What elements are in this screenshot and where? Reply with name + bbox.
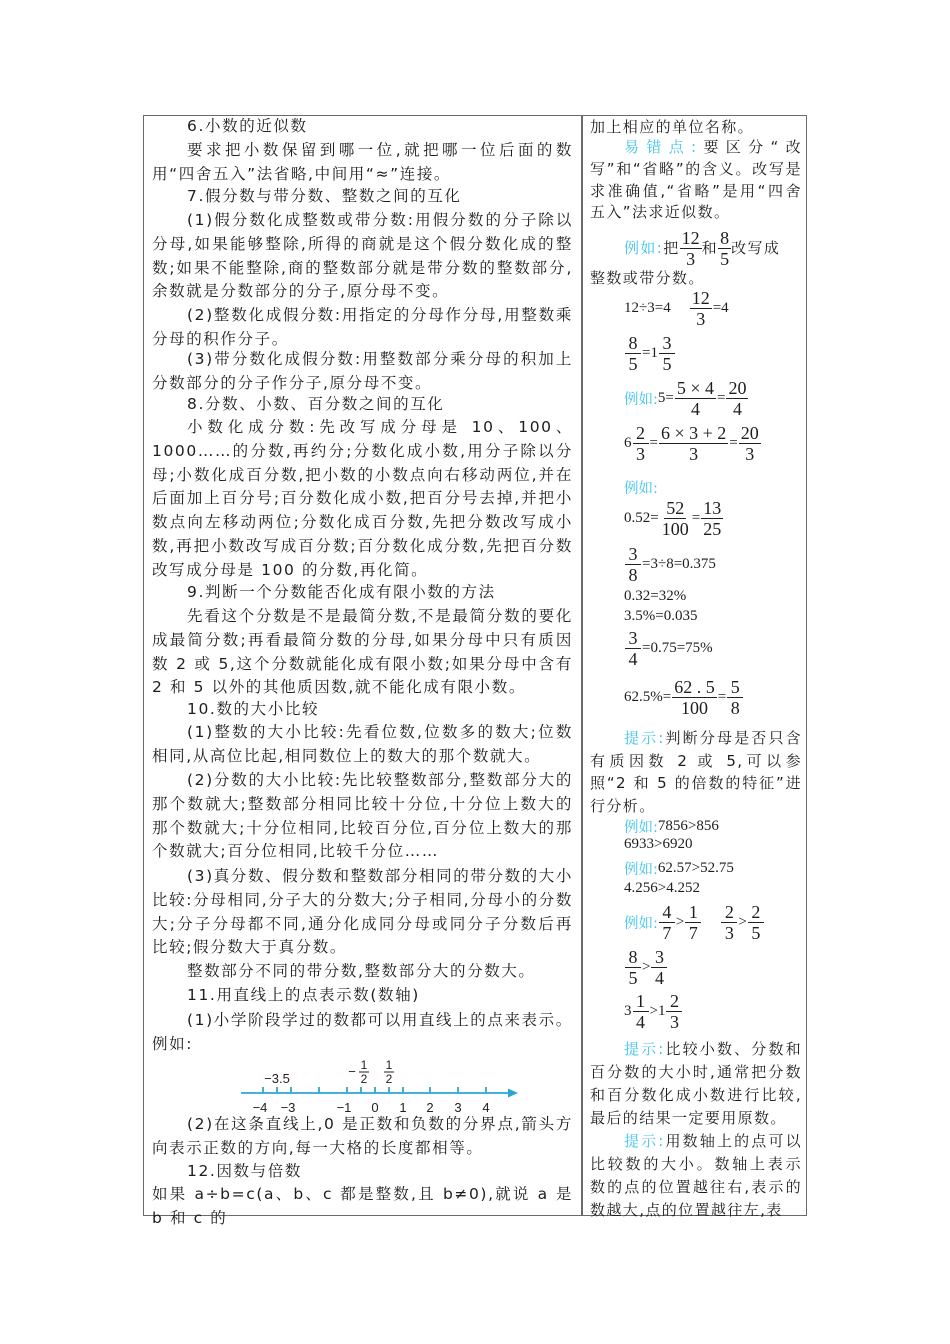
label-neg-half-den: 2: [360, 1072, 368, 1086]
label-neg-half-num: 1: [360, 1058, 368, 1072]
paragraph-number-line-intro: (1)小学阶段学过的数都可以用直线上的点来表示。: [187, 1011, 573, 1029]
hint-finite-decimal: 提示:判断分母是否只含有质因数 2 或 5,可以参照“2 和 5 的倍数的特征”进行分析。: [590, 729, 802, 815]
arrow-right-icon: [508, 1089, 518, 1098]
math-0-52: 0.52= $\frac{52}{100}$ = $\frac{13}{25}$: [624, 498, 722, 539]
column-divider: [581, 115, 583, 1216]
hint-label: 提示:: [624, 1132, 665, 1150]
math-8-5-mixed: $\frac{8}{5}$ =1 $\frac{3}{5}$: [624, 333, 676, 374]
mistake-text: 要区分“改写”和“省略”的含义。改写是求准确值,“省略”是用“四舍五入”法求近似数。: [590, 138, 802, 222]
tick-label: 4: [482, 1100, 490, 1115]
example-label: 例如:: [152, 1035, 194, 1053]
compare-mixed-numbers: 3 $\frac{1}{4}$ >1 $\frac{2}{3}$: [624, 991, 683, 1032]
label-pos-half-den: 2: [385, 1072, 393, 1086]
math-0-32: 0.32=32%: [624, 588, 687, 604]
example-label: 例如:: [624, 239, 664, 257]
compare-integers-1: 例如: 7856>856: [624, 818, 719, 836]
compare-decimals-1: 例如: 62.57>52.75: [624, 860, 734, 878]
math-mixed-to-improper: 6 $\frac{2}{3}$ = $\frac{6 \times 3 + 2}{3}$ = $\frac{20}{3}$: [624, 423, 759, 464]
math-5-to-fraction: 例如: 5= $\frac{5 \times 4}{4}$ = $\frac{20}{4}$: [624, 378, 747, 419]
paragraph-factor-definition: 如果 a÷b=c(a、b、c 都是整数,且 b≠0),就说 a 是 b 和 c 的: [152, 1185, 573, 1227]
example-rewrite: [590, 226, 802, 270]
paragraph-integer-comparison: (1)整数的大小比较:先看位数,位数多的数大;位数相同,从高位比起,相同数位上的数大的那个数就大。: [152, 723, 573, 765]
example-label-row: 例如:: [624, 481, 658, 497]
tick-label: 0: [371, 1100, 379, 1115]
label-neg-half-sign: −: [348, 1064, 356, 1079]
math-3-5-percent: 3.5%=0.035: [624, 608, 698, 624]
compare-decimals-2: 4.256>4.252: [624, 880, 700, 896]
note-common-mistake: [590, 137, 802, 224]
tick-label: −3: [280, 1100, 296, 1115]
tick-label: 3: [454, 1100, 462, 1115]
compare-fractions-1: 例如: $\frac{4}{7}$ > $\frac{1}{7}$ $\frac{2}{3}$ > $\frac{2}{5}$: [624, 902, 765, 943]
heading-factors-multiples: 12.因数与倍数: [187, 1162, 302, 1180]
paragraph-approximation-rule: 要求把小数保留到哪一位,就把哪一位后面的数用“四舍五入”法省略,中间用“≈”连接。: [152, 141, 573, 183]
hint-label: 提示:: [624, 729, 665, 747]
heading-fraction-decimal-percent: 8.分数、小数、百分数之间的互化: [187, 395, 445, 413]
example-rewrite-cont: 整数或带分数。: [590, 269, 705, 287]
tick-label: 2: [426, 1100, 434, 1115]
fraction: $\frac{8}{5}$: [720, 228, 730, 269]
tick-label: 1: [399, 1100, 407, 1115]
paragraph-number-line-rule: (2)在这条直线上,0 是正数和负数的分界点,箭头方向表示正数的方向,每一大格的长度都相等。: [152, 1115, 573, 1157]
math-3-8: $\frac{3}{8}$ =3÷8=0.375: [624, 544, 716, 585]
paragraph-decimal-comparison: (2)分数的大小比较:先比较整数部分,整数部分大的那个数就大;整数部分相同比较十分位,十分位上数大的那个数就大;十分位相同,比较百分位,百分位上数大的那个数就大;百分位相同,比较千分位……: [152, 771, 573, 861]
paragraph-mixed-comparison: 整数部分不同的带分数,整数部分大的分数大。: [187, 962, 536, 980]
tick-label: −1: [336, 1100, 352, 1115]
paragraph-mixed-to-improper: (3)带分数化成假分数:用整数部分乘分母的积加上分数部分的分子作分子,原分母不变。: [152, 350, 573, 392]
heading-finite-decimal: 9.判断一个分数能否化成有限小数的方法: [187, 583, 496, 601]
paragraph-conversion-rules: 小数化成分数:先改写成分母是 10、100、1000……的分数,再约分;分数化成小数,用分子除以分母;小数化成百分数,把小数的小数点向右移动两位,并在后面加上百分号;百分数化成小数,把百分号去掉,并把小数点向左移动两位;分数化成百分数,先把分数改写成小数,再把小数改写成百分数;百分数化成分数,先把百分数改写成分母是 100 的分数,再化简。: [152, 418, 573, 579]
tick-label: −4: [252, 1100, 268, 1115]
mistake-label: 易错点:: [624, 138, 698, 156]
fraction: $\frac{12}{3}$: [681, 228, 700, 269]
heading-approximate-decimal: 6.小数的近似数: [187, 117, 308, 135]
paragraph-improper-to-mixed: (1)假分数化成整数或带分数:用假分数的分子除以分母,如果能够整除,所得的商就是这个假分数化成的整数;如果不能整除,商的整数部分就是带分数的整数部分,余数就是分数部分的分子,原分母不变。: [152, 211, 573, 301]
math-62-5-percent: 62.5%= $\frac{62 . 5}{100}$ = $\frac{5}{8}$: [624, 677, 744, 718]
text: 和: [701, 239, 719, 257]
compare-fractions-2: $\frac{8}{5}$ > $\frac{3}{4}$: [624, 947, 668, 988]
label-pos-half-num: 1: [385, 1058, 393, 1072]
hint-comparison: 提示:比较小数、分数和百分数的大小时,通常把分数和百分数化成小数进行比较,最后的结果一定要用原数。: [590, 1040, 802, 1127]
math-3-4: $\frac{3}{4}$ =0.75=75%: [624, 628, 713, 669]
number-line-diagram: [230, 1050, 530, 1120]
heading-fraction-conversion: 7.假分数与带分数、整数之间的互化: [187, 187, 462, 205]
compare-integers-2: 6933>6920: [624, 836, 693, 852]
text: 改写成: [731, 239, 781, 257]
math-12-div-3: 12÷3=4 $\frac{12}{3}$ =4: [624, 288, 729, 329]
paragraph-fraction-comparison: (3)真分数、假分数和整数部分相同的带分数的大小比较:分母相同,分子大的分数大;分子相同,分母小的分数大;分子分母都不同,通分化成同分母或同分子分数后再比较;假分数大于真分数。: [152, 867, 573, 957]
paragraph-integer-to-improper: (2)整数化成假分数:用指定的分母作分母,用整数乘分母的积作分子。: [152, 306, 573, 348]
label-neg-3-5: −3.5: [264, 1071, 290, 1086]
text: 把: [663, 239, 680, 257]
hint-number-line: 提示:用数轴上的点可以比较数的大小。数轴上表示数的点的位置越往右,表示的数越大,点的位置越往左,表: [590, 1132, 802, 1219]
note-unit-name: 加上相应的单位名称。: [590, 118, 755, 136]
paragraph-finite-decimal-method: 先看这个分数是不是最简分数,不是最简分数的要化成最简分数;再看最简分数的分母,如果分母中只有质因数 2 或 5,这个分数就能化成有限小数;如果分母中含有 2 和 5 以外的其他质因数,就不能化成有限小数。: [152, 607, 573, 697]
hint-label: 提示:: [624, 1040, 665, 1058]
heading-number-line: 11.用直线上的点表示数(数轴): [187, 986, 420, 1004]
heading-number-comparison: 10.数的大小比较: [187, 700, 320, 718]
